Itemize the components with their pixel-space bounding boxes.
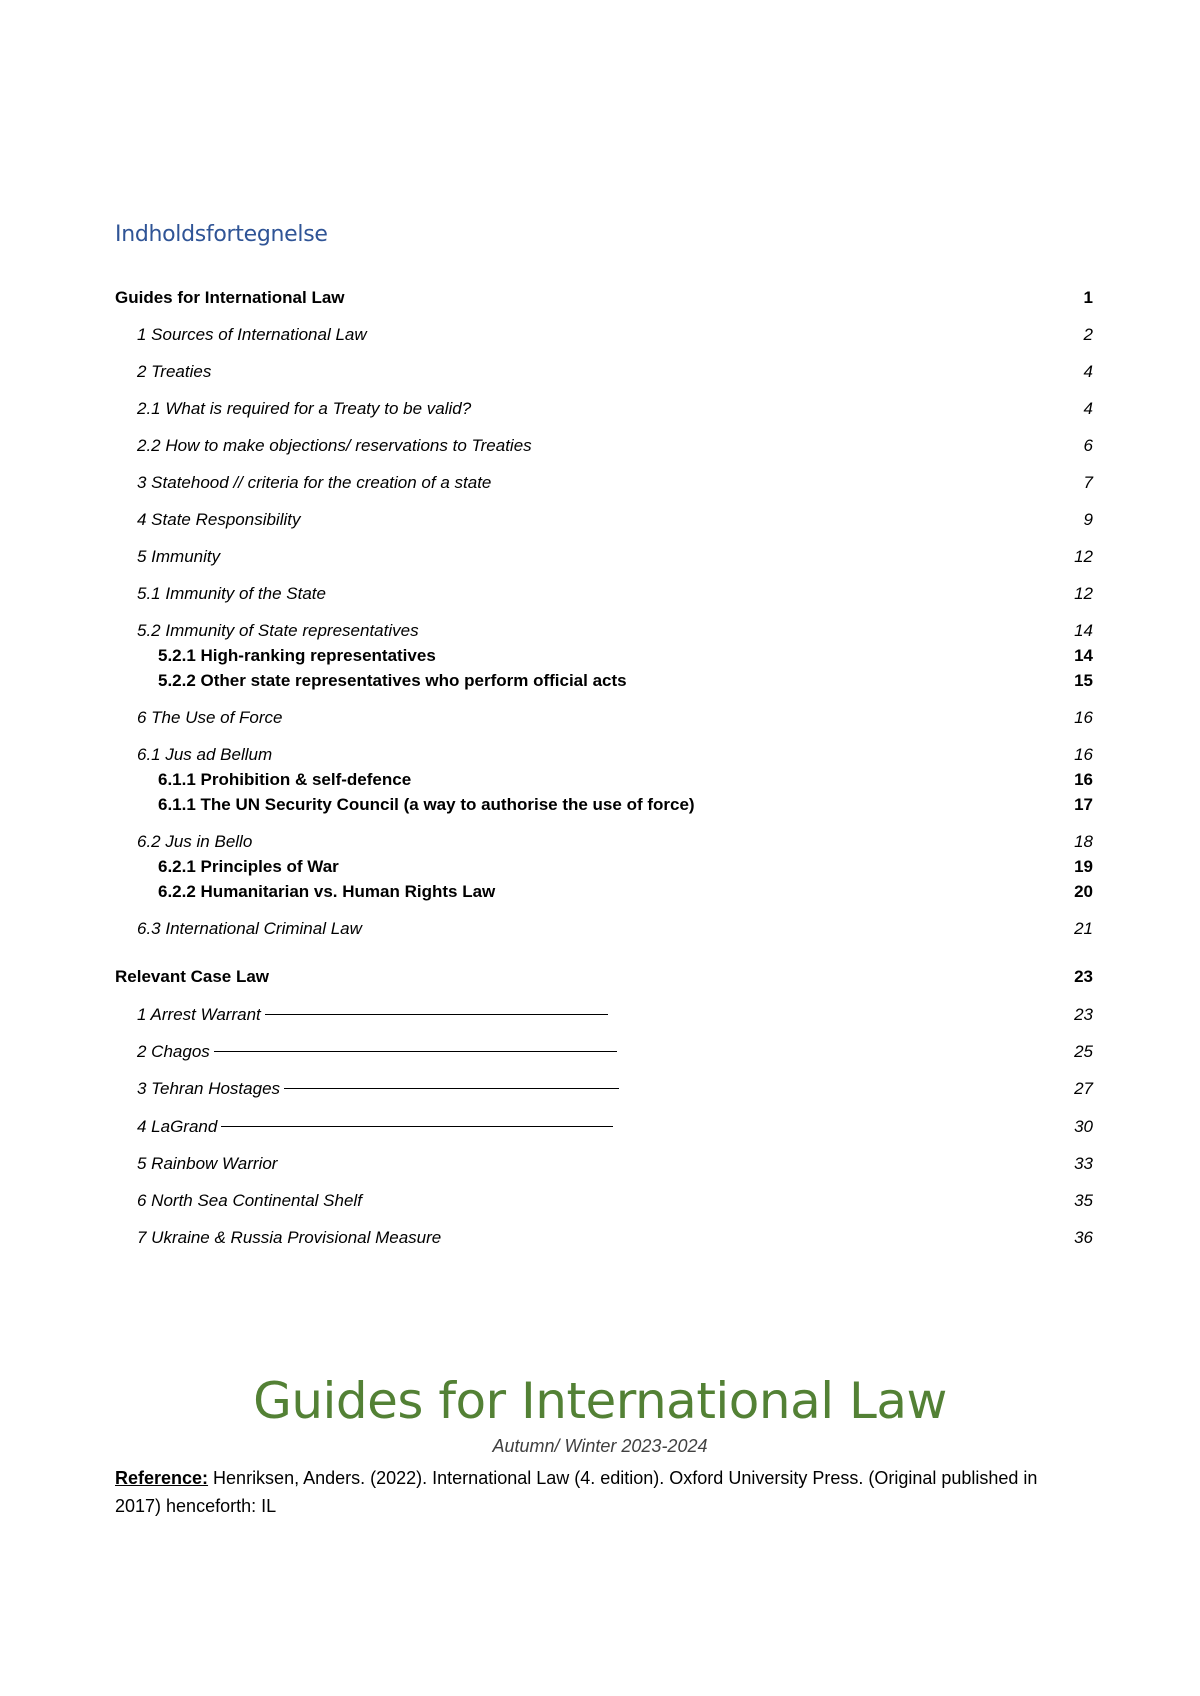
toc-entry-page: 18 — [1074, 832, 1093, 851]
toc-entry-label: 5 Rainbow Warrior — [137, 1154, 278, 1173]
toc-entry-page: 36 — [1074, 1228, 1093, 1247]
toc-entry-label: 5.2 Immunity of State representatives — [137, 621, 419, 640]
leader-line — [284, 1088, 619, 1089]
toc-entry[interactable] — [115, 582, 1093, 606]
toc-entry-page: 6 — [1083, 436, 1093, 455]
toc-entry[interactable] — [115, 965, 1093, 989]
toc-entry[interactable] — [115, 1003, 1093, 1027]
toc-entry-page: 30 — [1074, 1117, 1093, 1136]
toc-entry-page: 33 — [1074, 1154, 1093, 1173]
toc-heading: Indholdsfortegnelse — [115, 222, 328, 247]
toc-entry-page: 9 — [1083, 510, 1093, 529]
toc-entry-label: 6 The Use of Force — [137, 708, 283, 727]
toc-entry[interactable] — [115, 768, 1093, 792]
toc-entry-label: 5 Immunity — [137, 547, 221, 566]
leader-line — [265, 1014, 608, 1015]
toc-entry-label: 6.2.1 Principles of War — [158, 857, 339, 876]
toc-entry[interactable] — [115, 360, 1093, 384]
toc-entry[interactable] — [115, 1040, 1093, 1064]
toc-entry-label: 6.2 Jus in Bello — [137, 832, 253, 851]
toc-entry-page: 27 — [1074, 1079, 1093, 1098]
toc-entry-page: 23 — [1074, 967, 1093, 986]
toc-entry-page: 16 — [1074, 745, 1093, 764]
toc-entry-page: 21 — [1074, 919, 1093, 938]
toc-entry[interactable] — [115, 508, 1093, 532]
toc-entry-page: 16 — [1074, 770, 1093, 789]
toc-entry-label: Relevant Case Law — [115, 967, 270, 986]
toc-entry-label: 6.1.1 The UN Security Council (a way to authorise the use of force) — [158, 795, 695, 814]
toc-entry[interactable] — [115, 323, 1093, 347]
toc-entry-label: 4 State Responsibility — [137, 510, 301, 529]
toc-entry-label: 6.2.2 Humanitarian vs. Human Rights Law — [158, 882, 496, 901]
toc-entry-label: 2 Chagos — [137, 1042, 210, 1061]
toc-entry-page: 12 — [1074, 584, 1093, 603]
toc-entry-label-wrap — [137, 1077, 619, 1101]
toc-entry[interactable] — [115, 619, 1093, 643]
toc-entry[interactable] — [115, 286, 1093, 310]
reference-text: Henriksen, Anders. (2022). International Law (4. edition). Oxford University Press. (Original published in 2017) henceforth: IL — [115, 1468, 1038, 1516]
toc-entry-page: 12 — [1074, 547, 1093, 566]
toc-entry-page: 25 — [1074, 1042, 1093, 1061]
toc-entry-page: 19 — [1074, 857, 1093, 876]
toc-entry-label: 6.1 Jus ad Bellum — [137, 745, 273, 764]
toc-entry-label: 5.2.2 Other state representatives who perform official acts — [158, 671, 627, 690]
toc-entry[interactable] — [115, 545, 1093, 569]
toc-entry[interactable] — [115, 1115, 1093, 1139]
leader-line — [221, 1126, 613, 1127]
toc-entry[interactable] — [115, 793, 1093, 817]
toc-entry[interactable] — [115, 1189, 1093, 1213]
toc-entry-page: 17 — [1074, 795, 1093, 814]
toc-entry[interactable] — [115, 1152, 1093, 1176]
toc-entry-page: 4 — [1083, 362, 1093, 381]
toc-entry-label: 3 Tehran Hostages — [137, 1079, 281, 1098]
toc-entry[interactable] — [115, 669, 1093, 693]
toc-entry[interactable] — [115, 471, 1093, 495]
toc-entry-label: 3 Statehood // criteria for the creation of a state — [137, 473, 492, 492]
toc-entry-label: 6 North Sea Continental Shelf — [137, 1191, 362, 1210]
toc-entry[interactable] — [115, 917, 1093, 941]
toc-entry-page: 14 — [1074, 646, 1093, 665]
toc-entry-label: 2.2 How to make objections/ reservations to Treaties — [137, 436, 532, 455]
leader-line — [214, 1051, 617, 1052]
toc-entry-page: 14 — [1074, 621, 1093, 640]
toc-entry-label: 2.1 What is required for a Treaty to be valid? — [137, 399, 472, 418]
toc-entry-label: 6.3 International Criminal Law — [137, 919, 362, 938]
toc-entry-label: 5.1 Immunity of the State — [137, 584, 326, 603]
toc-entry-label: Guides for International Law — [115, 288, 345, 307]
toc-entry[interactable] — [115, 880, 1093, 904]
toc-entry-page: 2 — [1083, 325, 1093, 344]
toc-entry-label: 6.1.1 Prohibition & self-defence — [158, 770, 412, 789]
toc-entry-label: 5.2.1 High-ranking representatives — [158, 646, 436, 665]
toc-entry[interactable] — [115, 855, 1093, 879]
toc-entry[interactable] — [115, 1077, 1093, 1101]
toc-entry-page: 7 — [1083, 473, 1093, 492]
toc-entry-page: 4 — [1083, 399, 1093, 418]
toc-entry[interactable] — [115, 830, 1093, 854]
reference-paragraph — [115, 1464, 1075, 1520]
toc-entry-label: 1 Sources of International Law — [137, 325, 367, 344]
toc-entry-label-wrap — [137, 1003, 608, 1027]
document-subtitle: Autumn/ Winter 2023-2024 — [492, 1436, 708, 1456]
toc-entry[interactable] — [115, 397, 1093, 421]
toc-entry[interactable] — [115, 434, 1093, 458]
toc-entry-label: 7 Ukraine & Russia Provisional Measure — [137, 1228, 442, 1247]
toc-entry-label-wrap — [137, 1040, 617, 1064]
toc-entry[interactable] — [115, 743, 1093, 767]
toc-entry-label: 1 Arrest Warrant — [137, 1005, 261, 1024]
toc-entry-page: 20 — [1074, 882, 1093, 901]
document-title: Guides for International Law — [253, 1372, 947, 1430]
toc-entry[interactable] — [115, 706, 1093, 730]
toc-entry[interactable] — [115, 644, 1093, 668]
toc-entry-page: 23 — [1074, 1005, 1093, 1024]
toc-entry-page: 1 — [1083, 288, 1093, 307]
toc-entry-page: 15 — [1074, 671, 1093, 690]
toc-entry[interactable] — [115, 1226, 1093, 1250]
toc-entry-page: 16 — [1074, 708, 1093, 727]
toc-entry-label-wrap — [137, 1115, 613, 1139]
toc-entry-label: 4 LaGrand — [137, 1117, 218, 1136]
toc-entry-label: 2 Treaties — [137, 362, 212, 381]
toc-entry-page: 35 — [1074, 1191, 1093, 1210]
reference-label: Reference: — [115, 1468, 209, 1488]
